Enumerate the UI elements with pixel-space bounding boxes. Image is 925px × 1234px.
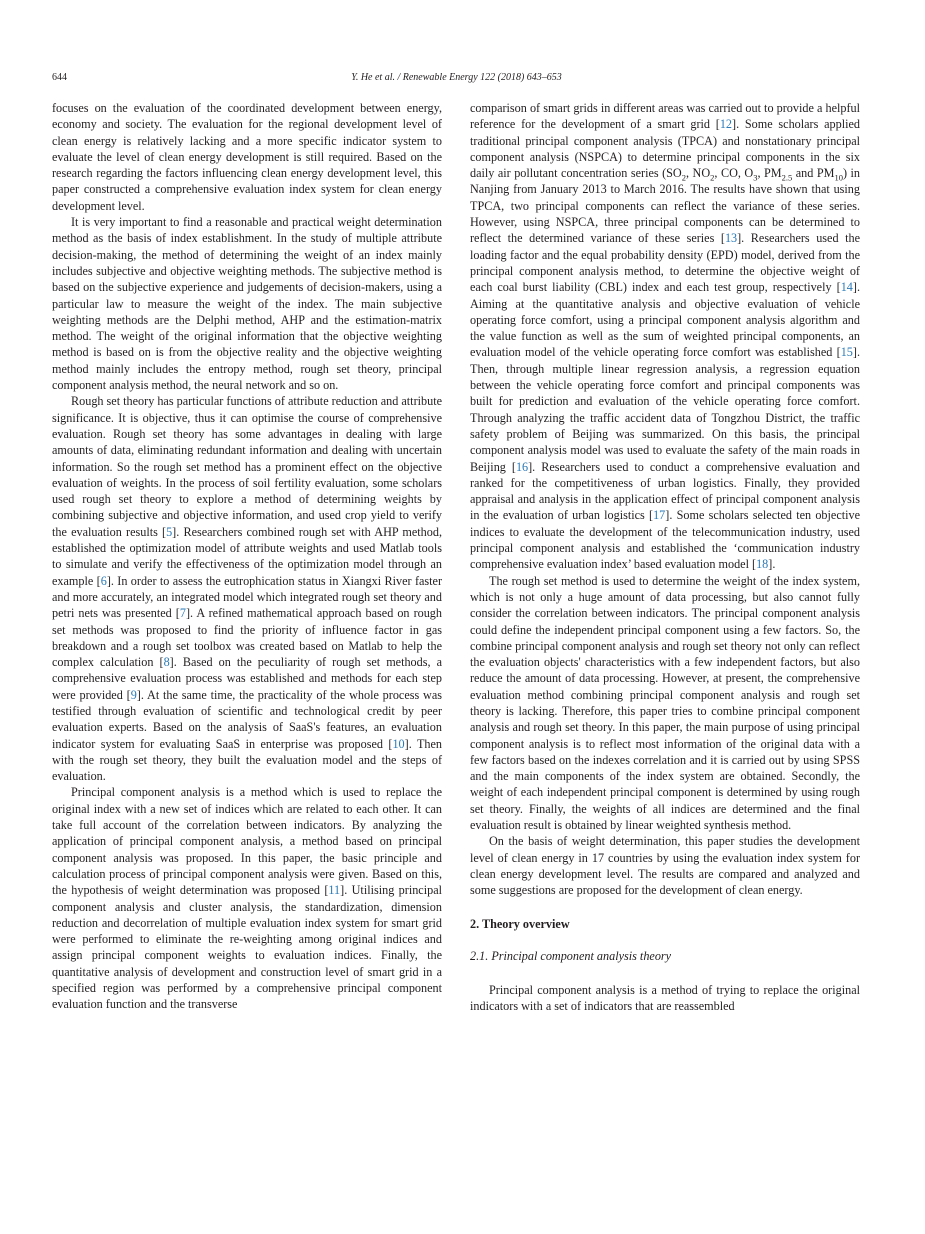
subsection-heading: 2.1. Principal component analysis theory bbox=[470, 948, 672, 963]
paragraph: Principal component analysis is a method of trying to replace the original indicators with a set of indicators that are reassembled bbox=[470, 983, 860, 1014]
paragraph: comparison of smart grids in different areas was carried out to provide a helpful reference for the development of a smart grid [12]. Some scholars applied traditional principal component analysis (TPCA) and nonstationary principal component analysis (NSPCA) to determine principal components in the six daily air pollutant concentration series ($SO_2$, $NO_2$, CO, $O_3$, $PM_{2.5}$ and $PM_{10}$) in Nanjing from January 2013 to March 2016. The results have shown that using TPCA, two principal components can reflect the variance of these series. However, using NSPCA, three principal components can be determined to reflect the determined variance of these series [13]. Researchers used the loading factor and the equal probability density (EPD) model, derived from the principal component analysis method, to determine the objective weight of each coal burst liability (CBL) index and each test group, respectively [14]. Aiming at the quantitative analysis and objective evaluation of vehicle operating force comfort, using a principal component analysis algorithm and the value function as well as the sum of weighted principal components, an evaluation model of the vehicle operating force comfort was established [15]. Then, through multiple linear regression analysis, a regression equation between the vehicle operating force comfort and principal components was built for prediction and evaluation of the vehicle operating force comfort. Through analyzing the traffic accident data of Tongzhou District, the traffic safety problem of Beijing was summarized. On this basis, the principal component analysis model was used to evaluate the safety of the main roads in Beijing [16]. Researchers used to conduct a comprehensive evaluation and ranked for the competitiveness of urban logistics. Finally, they provided appraisal and analysis in the application effect of principal component analysis in the evaluation of urban logistics [17]. Some scholars selected ten objective indices to evaluate the development of the telecommunication industry, used principal component analysis and established the ‘communication industry comprehensive evaluation index’ based evaluation model [18]. bbox=[470, 101, 861, 572]
paragraph: The rough set method is used to determine the weight of the index system, which is not only a huge amount of data processing, but also cannot fully consider the correlation between indicators. The principal component analysis could define the independent principal component using a few factors. So, the combine principal component analysis and rough set theory not only can reflect the evaluation objects' characteristics with a few independent factors, but also reduce the amount of data processing. However, at present, the comprehensive evaluation method combining principal component analysis and rough set theory is lacking. Therefore, this paper tries to combine principal component analysis and rough set theory. In this paper, the main purpose of using principal component analysis is to reflect most information of the original data with a few factors based on the indexes correlation and it is carried out by using SPSS and the main components of the index system are obtained. Secondly, the weight of each independent principal component is determined by using rough set theory. Finally, the weights of all indices are determined and the final evaluation result is obtained by linear weighted synthesis method. bbox=[470, 573, 860, 833]
citation-link[interactable]: 17 bbox=[653, 508, 666, 523]
running-header bbox=[52, 72, 861, 88]
citation-link[interactable]: 8 bbox=[163, 655, 170, 670]
page-number: 644 bbox=[52, 72, 67, 83]
right-column bbox=[470, 100, 860, 1015]
paragraph: On the basis of weight determination, this paper studies the development level of clean energy in 17 countries by using the evaluation index system for clean energy development level. The results are compared and analyzed and some suggestions are proposed for the development of clean energy. bbox=[470, 834, 860, 898]
journal-reference: Y. He et al. / Renewable Energy 122 (2018) 643–653 bbox=[351, 72, 562, 83]
citation-link[interactable]: 18 bbox=[756, 557, 769, 572]
citation-link[interactable]: 16 bbox=[515, 459, 529, 474]
citation-link[interactable]: 5 bbox=[166, 524, 173, 539]
citation-link[interactable]: 15 bbox=[840, 345, 853, 360]
citation-link[interactable]: 10 bbox=[392, 736, 405, 751]
citation-link[interactable]: 9 bbox=[130, 687, 137, 702]
paragraph: Principal component analysis is a method which is used to replace the original index with a new set of indices which are related to each other. It can take full account of the correlation between indicators. By analyzing the application of principal component analysis, a method based on principal component analysis was proposed. In this paper, the basic principle and calculation process of principal component analysis were given. Based on this, the hypothesis of weight determination was proposed [11]. Utilising principal component analysis and cluster analysis, the standardization, dimension reduction and decorrelation of multiple evaluation index system for smart grid were performed to eliminate the re-weighting among original indices and assign principal component weights to evaluation indices. Finally, the quantitative analysis of development and construction level of smart grid in a specified region was performed by a comprehensive principal component evaluation function and the transverse bbox=[52, 785, 442, 1012]
paragraph: focuses on the evaluation of the coordinated development between energy, economy and society. The evaluation for the regional development level of clean energy is relatively lacking and a more specific indicator system to evaluate the level of clean energy development is still required. Based on the research regarding the factors influencing clean energy development level, this paper constructed a comprehensive evaluation index system for clean energy development level. bbox=[52, 101, 442, 213]
citation-link[interactable]: 12 bbox=[719, 117, 733, 132]
left-column bbox=[52, 100, 442, 1013]
section-heading: 2. Theory overview bbox=[470, 916, 570, 931]
citation-link[interactable]: 14 bbox=[840, 280, 853, 295]
citation-link[interactable]: 13 bbox=[724, 231, 738, 246]
paragraph: Rough set theory has particular functions of attribute reduction and attribute significance. It is objective, thus it can optimise the course of comprehensive evaluation. Rough set theory has some advantages in dealing with large amounts of data, eliminating redundant information and dealing with uncertain information. So the rough set method has a prominent effect on the objective evaluation of weights. In the process of soil fertility evaluation, some scholars used rough set theory to explore a method of determining weights by combining subjective and objective information, and used crop yield to verify the evaluation results [5]. Researchers combined rough set with AHP method, established the optimization model of attribute weights and used Matlab tools to simulate and verify the effectiveness of the optimization model through an example [6]. In order to assess the eutrophication status in Xiangxi River faster and more accurately, an integrated model which integrated rough set theory and petri nets was presented [7]. A refined mathematical approach based on rough set methods was proposed to find the priority of influence factor in gas breakdown and a rough set toolbox was created based on Matlab to help the complex calculation [8]. Based on the peculiarity of rough set methods, a comprehensive evaluation process was established and methods for each step were provided [9]. At the same time, the practicality of the whole process was testified through evaluation of scientific and technological credit by peer evaluation experts. Based on the analysis of SaaS's features, an evaluation indicator system for evaluating SaaS in enterprise was proposed [10]. Then with the rough set theory, they built the evaluation model and the steps of evaluation. bbox=[52, 394, 443, 784]
citation-link[interactable]: 7 bbox=[179, 606, 186, 621]
paragraph: It is very important to find a reasonable and practical weight determination method as the basis of index establishment. In the study of multiple attribute decision-making, the method of determining the weight of an index mainly includes subjective and objective weighting methods. The subjective method is based on the subjective experience and judgements of decision-makers, using a particular law to measure the weight of the index. The main subjective weighting methods are the Delphi method, AHP and the estimation-matrix method. The weight of the original information that the objective weighting method is based on is from the objective reality and the objective weighting method mainly includes the entropy method, rough set theory, principal component analysis method, the neural network and so on. bbox=[52, 215, 442, 393]
citation-link[interactable]: 6 bbox=[100, 573, 107, 588]
citation-link[interactable]: 11 bbox=[328, 883, 341, 898]
